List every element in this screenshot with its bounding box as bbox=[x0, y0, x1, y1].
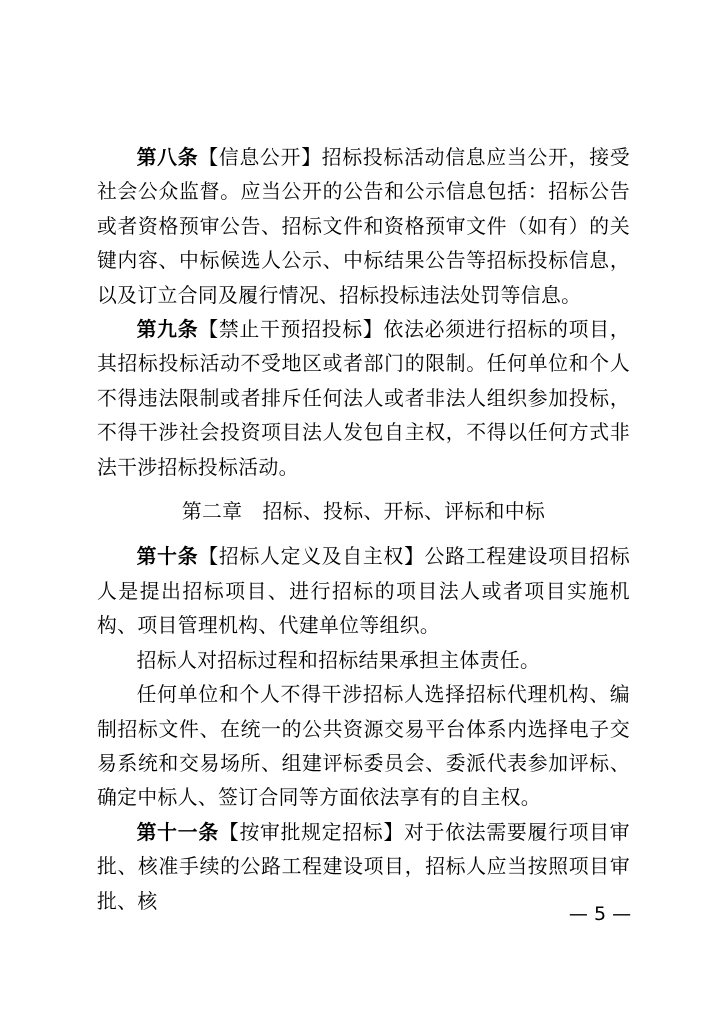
article-8 bbox=[97, 141, 630, 313]
chapter-heading: 第二章 招标、投标、开标、评标和中标 bbox=[181, 500, 546, 524]
article-10-paragraph-3 bbox=[97, 678, 630, 816]
article-8-number: 第八条 bbox=[136, 146, 199, 169]
article-9-text: 【禁止干预招投标】依法必须进行招标的项目，其招标投标活动不受地区或者部门的限制。任何单位和个人不得违法限制或者排斥任何法人或者非法人组织参加投标，不得干涉社会投资项目法人发包自主权，不得以任何方式非法干涉招标投标活动。 bbox=[97, 318, 631, 479]
article-10-text: 【招标人定义及自主权】公路工程建设项目招标人是提出招标项目、进行招标的项目法人或者项目实施机构、项目管理机构、代建单位等组织。 bbox=[97, 545, 631, 638]
article-10-paragraph-2-text: 招标人对招标过程和招标结果承担主体责任。 bbox=[136, 648, 541, 672]
article-10-paragraph-2 bbox=[97, 644, 630, 678]
page-number: — 5 — bbox=[568, 903, 632, 925]
article-10 bbox=[97, 540, 630, 643]
article-9-number: 第九条 bbox=[136, 318, 199, 342]
article-9 bbox=[97, 313, 630, 485]
article-11-number: 第十一条 bbox=[136, 820, 219, 844]
article-10-number: 第十条 bbox=[136, 545, 199, 569]
article-8-text: 【信息公开】招标投标活动信息应当公开，接受社会公众监督。应当公开的公告和公示信息包括：招标公告或者资格预审公告、招标文件和资格预审文件（如有）的关键内容、中标候选人公示、中标结果公告等招标投标信息，以及订立合同及履行情况、招标投标违法处罚等信息。 bbox=[97, 146, 631, 307]
article-11-text: 【按审批规定招标】对于依法需要履行项目审批、核准手续的公路工程建设项目，招标人应当按照项目审批、核 bbox=[97, 820, 630, 913]
article-10-paragraph-3-text: 任何单位和个人不得干涉招标人选择招标代理机构、编制招标文件、在统一的公共资源交易平台体系内选择电子交易系统和交易场所、组建评标委员会、委派代表参加评标、确定中标人、签订合同等方面依法享有的自主权。 bbox=[97, 683, 630, 810]
article-11 bbox=[97, 816, 630, 919]
document-body bbox=[97, 141, 630, 919]
